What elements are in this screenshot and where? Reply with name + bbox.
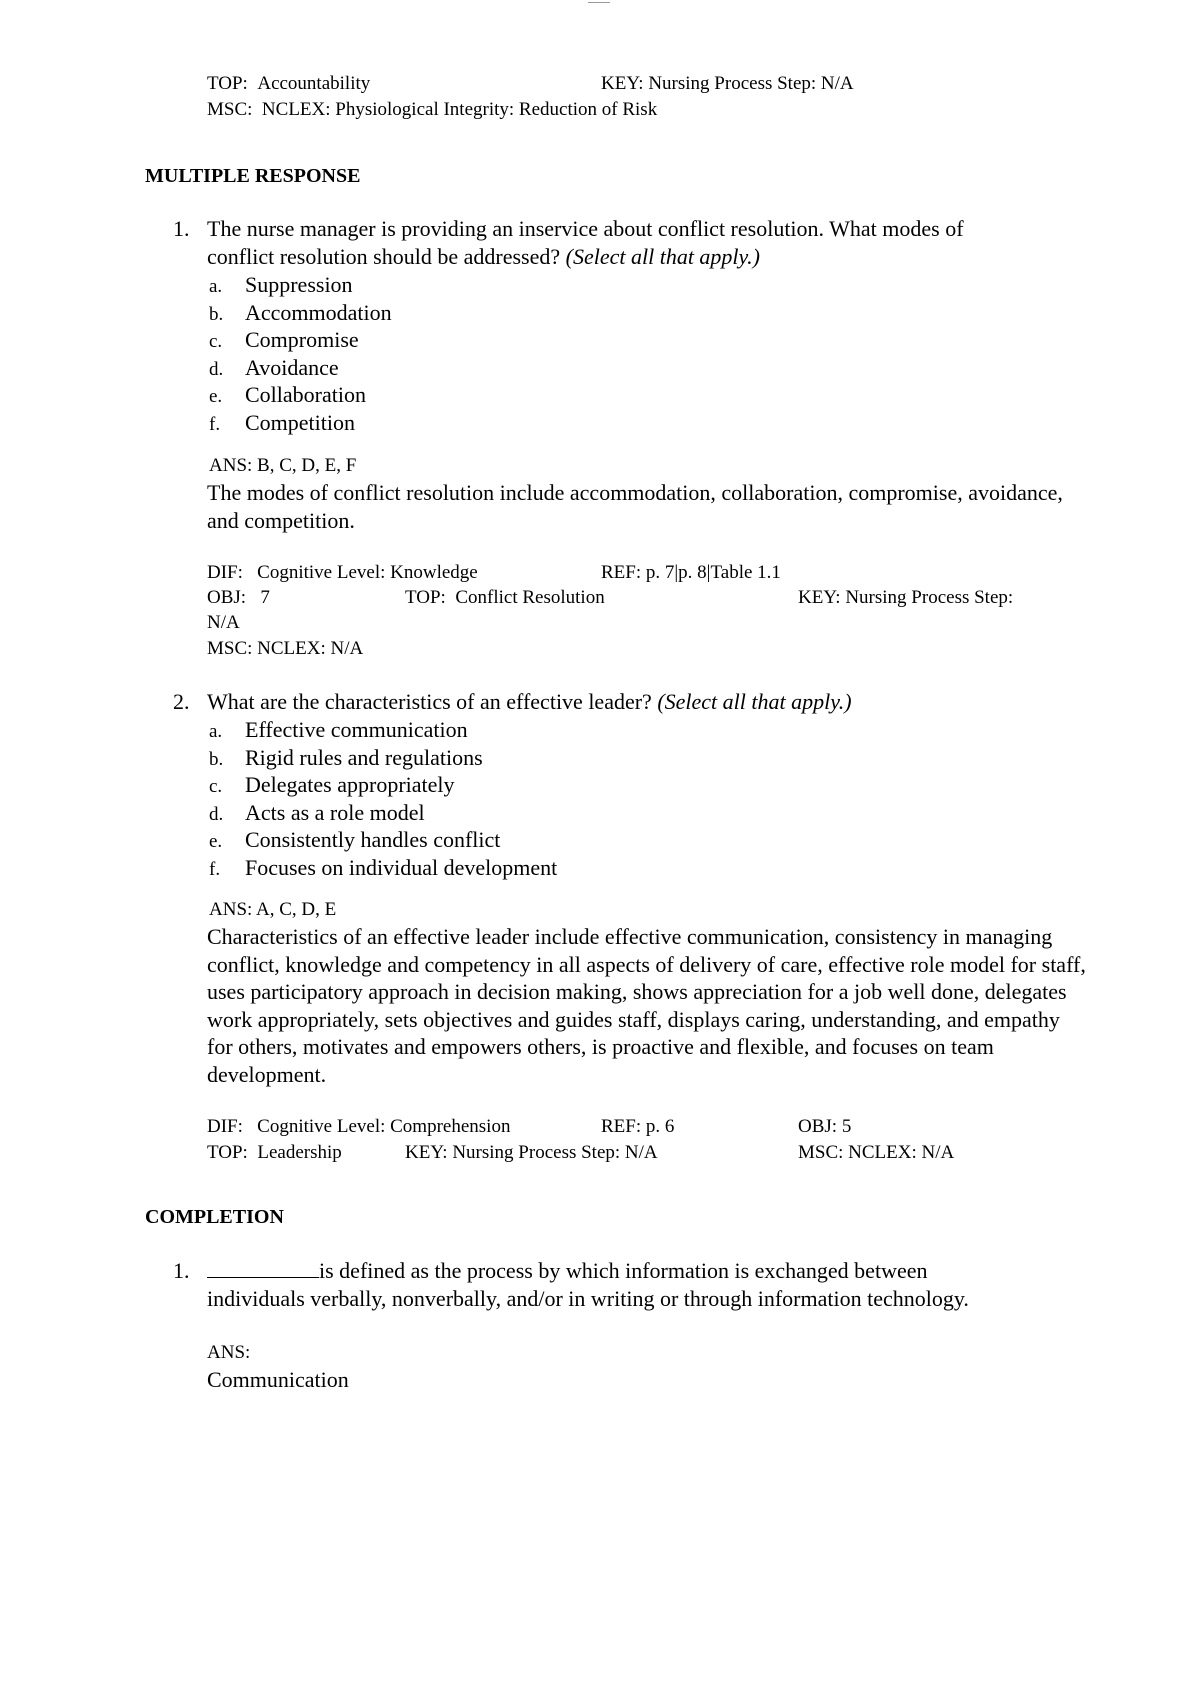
answer-option: [209, 326, 392, 354]
completion-q1-line2: individuals verbally, nonverbally, and/or in writing or through information technology.: [207, 1286, 969, 1311]
q2-stem: What are the characteristics of an effective leader? (Select all that apply.): [207, 689, 852, 714]
answer-option: [209, 854, 557, 882]
q2-rationale: Characteristics of an effective leader include effective communication, consistency in managing conflict, knowledge and competency in all aspects of delivery of care, effective role model for staff, uses participatory approach in decision making, shows appreciation for a job well done, delegates work appropriately, sets objectives and guides staff, displays caring, understanding, and empathy for others, motivates and empowers others, is proactive and flexible, and focuses on team development.: [207, 924, 1086, 1087]
option-text: Effective communication: [245, 717, 468, 742]
option-text: Avoidance: [245, 354, 339, 380]
q1-msc: MSC: NCLEX: N/A: [207, 638, 364, 659]
option-letter: c.: [209, 331, 223, 353]
answer-blank: [207, 1257, 319, 1278]
q2-options-list: [209, 716, 557, 882]
option-text: Acts as a role model: [245, 799, 425, 825]
q1-top: TOP: Conflict Resolution: [405, 587, 605, 608]
option-text: Delegates appropriately: [245, 772, 455, 798]
answer-option: [209, 381, 392, 409]
option-text: Suppression: [245, 272, 353, 297]
option-text: Competition: [245, 409, 355, 435]
completion-q1-answer: Communication: [207, 1367, 349, 1392]
section-heading-completion: COMPLETION: [145, 1206, 284, 1228]
answer-option: [209, 771, 557, 799]
q1-key-continued: N/A: [207, 612, 240, 633]
answer-option: [209, 271, 392, 299]
completion-q1-number: 1.: [173, 1258, 190, 1283]
answer-option: [209, 716, 557, 744]
page-top-mark: [588, 2, 610, 3]
q2-select-all-note: (Select all that apply.): [657, 689, 852, 714]
answer-option: [209, 409, 392, 437]
option-text: Focuses on individual development: [245, 854, 558, 880]
q1-stem-line2: conflict resolution should be addressed? (Select all that apply.): [207, 244, 760, 269]
option-text: Compromise: [245, 327, 359, 353]
q1-rationale: The modes of conflict resolution include accommodation, collaboration, compromise, avoidance, and competition.: [207, 480, 1063, 533]
option-text: Consistently handles conflict: [245, 827, 501, 853]
option-letter: f.: [209, 413, 221, 435]
q1-answer: ANS: B, C, D, E, F: [209, 455, 357, 476]
option-letter: e.: [209, 386, 223, 408]
option-letter: c.: [209, 776, 223, 798]
option-letter: d.: [209, 358, 224, 380]
q2-obj: OBJ: 5: [798, 1116, 852, 1137]
option-text: Accommodation: [245, 299, 392, 325]
q1-select-all-note: (Select all that apply.): [565, 244, 760, 269]
q2-dif: DIF: Cognitive Level: Comprehension: [207, 1116, 511, 1137]
q2-key: KEY: Nursing Process Step: N/A: [405, 1142, 658, 1163]
q1-options-list: [209, 271, 392, 437]
answer-option: [209, 354, 392, 382]
top-topic: TOP: Accountability: [207, 73, 371, 94]
top-key: KEY: Nursing Process Step: N/A: [601, 73, 854, 94]
answer-option: [209, 799, 557, 827]
top-msc: MSC: NCLEX: Physiological Integrity: Reduction of Risk: [207, 99, 658, 120]
answer-option: [209, 744, 557, 772]
answer-option: [209, 299, 392, 327]
section-heading-multiple-response: MULTIPLE RESPONSE: [145, 165, 361, 187]
option-letter: f.: [209, 858, 221, 880]
q1-ref: REF: p. 7|p. 8|Table 1.1: [601, 562, 781, 583]
completion-q1-ans-label: ANS:: [207, 1342, 251, 1363]
q1-dif: DIF: Cognitive Level: Knowledge: [207, 562, 478, 583]
q2-answer: ANS: A, C, D, E: [209, 899, 337, 920]
option-letter: e.: [209, 831, 223, 853]
option-letter: b.: [209, 748, 224, 770]
q2-top: TOP: Leadership: [207, 1142, 342, 1163]
q1-obj: OBJ: 7: [207, 587, 270, 608]
q2-ref: REF: p. 6: [601, 1116, 675, 1137]
answer-option: [209, 826, 557, 854]
option-text: Rigid rules and regulations: [245, 744, 483, 770]
q2-msc: MSC: NCLEX: N/A: [798, 1142, 955, 1163]
q1-stem-line1: The nurse manager is providing an inservice about conflict resolution. What modes of: [207, 216, 964, 241]
q1-key: KEY: Nursing Process Step:: [798, 587, 1014, 608]
option-letter: b.: [209, 303, 224, 325]
option-letter: a.: [209, 721, 223, 742]
option-letter: d.: [209, 803, 224, 825]
option-letter: a.: [209, 276, 223, 297]
option-text: Collaboration: [245, 382, 366, 408]
q2-number: 2.: [173, 689, 190, 714]
completion-q1-line1: is defined as the process by which information is exchanged between: [207, 1257, 927, 1285]
q1-number: 1.: [173, 216, 190, 241]
